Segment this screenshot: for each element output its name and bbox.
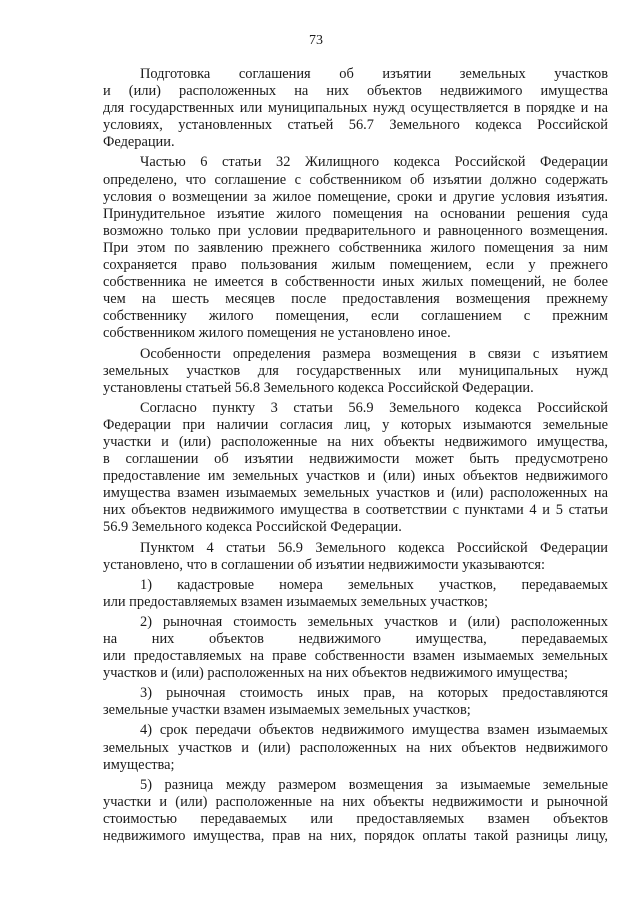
text-line: имущества взамен изымаемых земельных участков и (или) расположенных на [103,485,608,502]
text-line: условиях, установленных статьей 56.7 Земельного кодекса Российской [103,117,608,134]
list-item-line: 5) разница между размером возмещения за изымаемые земельные [140,776,608,793]
text-line: собственника не имеется в собственности иных жилых помещений, не более [103,274,608,291]
body-text [103,66,608,845]
text-line: сохраняется право пользования жилым помещением, если у прежнего [103,257,608,274]
text-line: Пунктом 4 статьи 56.9 Земельного кодекса Российской Федерации [140,539,608,556]
text-line: Согласно пункту 3 статьи 56.9 Земельного кодекса Российской [140,399,608,416]
list-item-line: имущества; [103,756,175,773]
text-line: Частью 6 статьи 32 Жилищного кодекса Российской Федерации [140,154,608,171]
text-line: них объектов недвижимого имущества в соответствии с пунктами 4 и 5 статьи [103,502,608,519]
text-line: и (или) расположенных на них объектов недвижимого имущества [103,83,608,100]
list-item-line: стоимостью передаваемых или предоставляемых взамен объектов [103,810,608,827]
list-item-line: участков и (или) расположенных на них объектов недвижимого имущества; [103,665,568,682]
text-line: Федерации при наличии согласия лиц, у которых изымаются земельные [103,416,608,433]
list-item-line: на них объектов недвижимого имущества, передаваемых [103,631,608,647]
list-item-line: участки и (или) расположенные на них объекты недвижимости и рыночной [103,793,608,810]
text-line: Федерации. [103,134,175,151]
text-line: чем на шесть месяцев после предоставления возмещения прежнему [103,291,608,308]
text-line: Подготовка соглашения об изъятии земельных участков [140,66,608,82]
text-line: в соглашении об изъятии недвижимости может быть предусмотрено [103,451,608,468]
text-line: Принудительное изъятие жилого помещения на основании решения суда [103,205,608,222]
list-item-line: или предоставляемых на праве собственности взамен изымаемых земельных [103,648,608,665]
page-number: 73 [309,33,323,48]
text-line: для государственных или муниципальных нужд осуществляется в порядке и на [103,100,608,117]
list-item-line: 4) срок передачи объектов недвижимого имущества взамен изымаемых [140,722,608,739]
text-line: 56.9 Земельного кодекса Российской Федерации. [103,519,402,536]
list-item-line: 3) рыночная стоимость иных прав, на которых предоставляются [140,685,608,702]
list-item-line: земельных участков и (или) расположенных на них объектов недвижимого [103,739,608,756]
text-line: установлены статьей 56.8 Земельного кодекса Российской Федерации. [103,379,534,396]
text-line: собственнику жилого помещения, если соглашением с прежним [103,308,608,325]
text-line: собственником жилого помещения не установлено иное. [103,325,451,342]
text-line: При этом по заявлению прежнего собственника жилого помещения за ним [103,239,608,256]
text-line: Особенности определения размера возмещения в связи с изъятием [140,345,608,362]
text-line: участки и (или) расположенные на них объекты недвижимого имущества, [103,433,608,450]
list-item-line: 2) рыночная стоимость земельных участков и (или) расположенных [140,613,608,630]
text-line: установлено, что в соглашении об изъятии недвижимости указываются: [103,556,545,573]
text-line: возможно только при условии предварительного и равноценного возмещения. [103,222,608,239]
text-line: предоставление им земельных участков и (или) иных объектов недвижимого [103,468,608,485]
list-item-line: 1) кадастровые номера земельных участков, передаваемых [140,576,608,593]
list-item-line: недвижимого имущества, прав на них, порядок оплаты такой разницы лицу, [103,828,608,845]
list-item-line: или предоставляемых взамен изымаемых земельных участков; [103,593,489,610]
text-line: условия о возмещении за жилое помещение, сроки и другие условия изъятия. [103,188,608,205]
text-line: определено, что соглашение с собственником об изъятии должно содержать [103,171,608,188]
text-line: земельных участков для государственных или муниципальных нужд [103,362,608,379]
list-item-line: земельные участки взамен изымаемых земельных участков; [103,702,471,719]
